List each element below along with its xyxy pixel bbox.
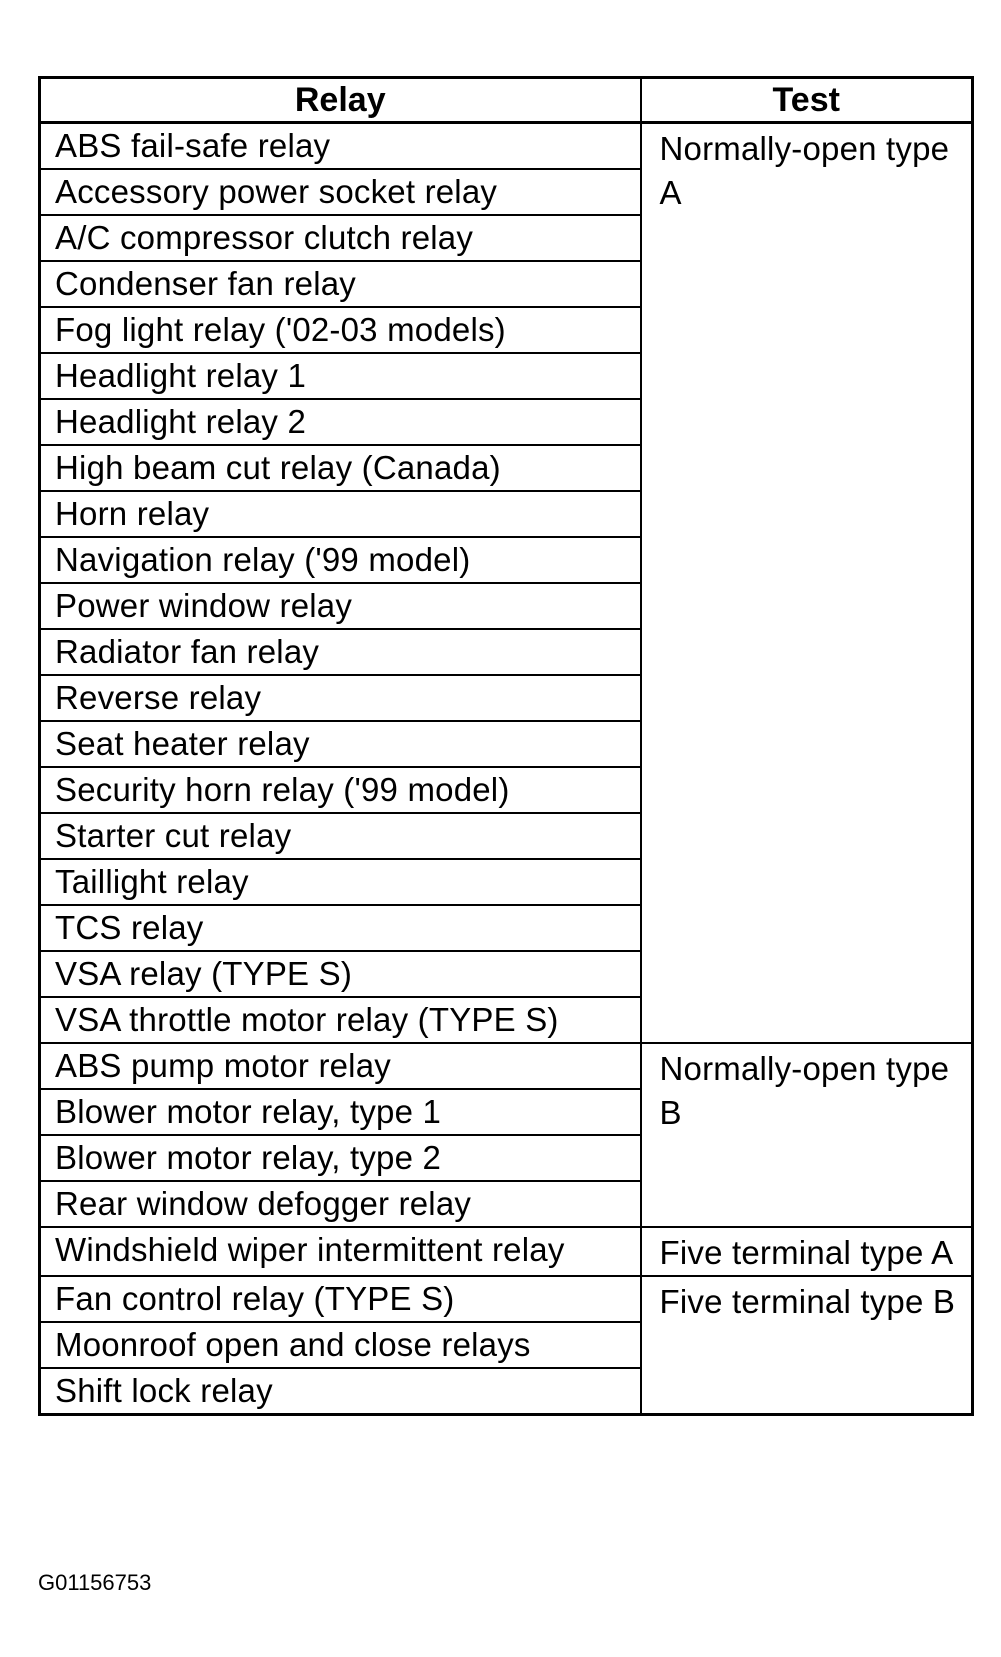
table-row xyxy=(40,1276,973,1322)
relay-name-cell: VSA throttle motor relay (TYPE S) xyxy=(40,997,641,1043)
relay-name-cell: Headlight relay 1 xyxy=(40,353,641,399)
relay-name-cell: Fog light relay ('02-03 models) xyxy=(40,307,641,353)
header-row xyxy=(40,78,973,123)
table-row xyxy=(40,123,973,170)
relay-name-cell: Horn relay xyxy=(40,491,641,537)
relay-name-cell: Headlight relay 2 xyxy=(40,399,641,445)
relay-test-table xyxy=(38,76,974,1416)
relay-name-cell: Seat heater relay xyxy=(40,721,641,767)
figure-id-label: G01156753 xyxy=(38,1570,152,1595)
relay-name-cell: Moonroof open and close relays xyxy=(40,1322,641,1368)
relay-name-cell: TCS relay xyxy=(40,905,641,951)
relay-column-header: Relay xyxy=(40,78,641,123)
relay-name-cell: A/C compressor clutch relay xyxy=(40,215,641,261)
relay-name-cell: Windshield wiper intermittent relay xyxy=(40,1227,641,1276)
relay-name-cell: Rear window defogger relay xyxy=(40,1181,641,1227)
table-row xyxy=(40,1043,973,1089)
relay-name-cell: Radiator fan relay xyxy=(40,629,641,675)
relay-name-cell: Taillight relay xyxy=(40,859,641,905)
table-body xyxy=(40,123,973,1415)
relay-name-cell: ABS pump motor relay xyxy=(40,1043,641,1089)
relay-name-cell: Blower motor relay, type 2 xyxy=(40,1135,641,1181)
relay-name-cell: Condenser fan relay xyxy=(40,261,641,307)
test-type-cell: Normally-open type B xyxy=(641,1043,973,1227)
relay-name-cell: Power window relay xyxy=(40,583,641,629)
test-type-cell: Five terminal type B xyxy=(641,1276,973,1415)
relay-name-cell: Starter cut relay xyxy=(40,813,641,859)
test-column-header: Test xyxy=(641,78,973,123)
relay-name-cell: Fan control relay (TYPE S) xyxy=(40,1276,641,1322)
relay-name-cell: VSA relay (TYPE S) xyxy=(40,951,641,997)
relay-name-cell: Blower motor relay, type 1 xyxy=(40,1089,641,1135)
test-type-cell: Normally-open type A xyxy=(641,123,973,1044)
relay-name-cell: High beam cut relay (Canada) xyxy=(40,445,641,491)
relay-name-cell: Navigation relay ('99 model) xyxy=(40,537,641,583)
relay-name-cell: ABS fail-safe relay xyxy=(40,123,641,170)
test-type-cell: Five terminal type A xyxy=(641,1227,973,1276)
relay-name-cell: Reverse relay xyxy=(40,675,641,721)
relay-name-cell: Accessory power socket relay xyxy=(40,169,641,215)
relay-name-cell: Shift lock relay xyxy=(40,1368,641,1415)
table-row xyxy=(40,1227,973,1276)
relay-name-cell: Security horn relay ('99 model) xyxy=(40,767,641,813)
